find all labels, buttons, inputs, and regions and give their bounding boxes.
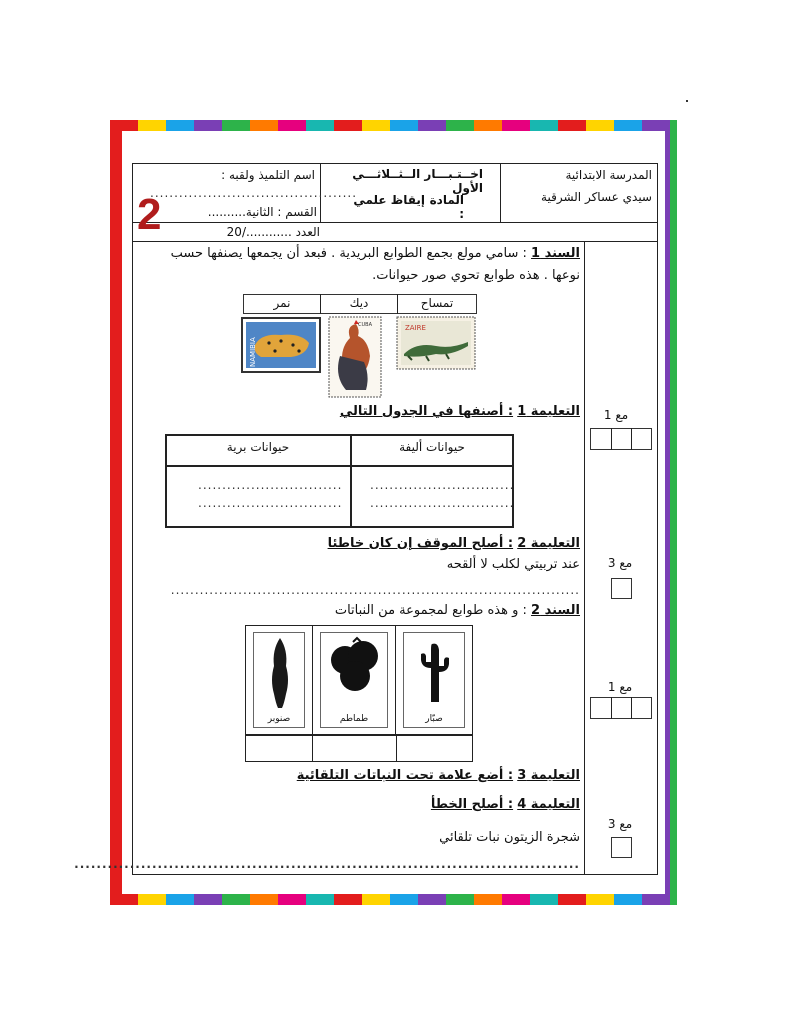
instruction4-text: : أصلح الخطأ — [430, 797, 514, 812]
grade-divider — [132, 241, 658, 242]
instruction1-text: : أصنفها في الجدول التالي — [339, 404, 514, 419]
header-col-line-2 — [500, 163, 501, 222]
section2-score-boxes — [590, 697, 652, 719]
instruction2-title: التعليمة 2 — [517, 536, 580, 551]
instruction3-text: : أضع علامة تحت النباتات التلقائية — [296, 768, 514, 783]
instruction4-statement: شجرة الزيتون نبات تلقائي — [439, 830, 580, 845]
table-header-domestic: حيوانات أليفة — [399, 440, 465, 454]
instruction4-title: التعليمة 4 — [517, 797, 580, 812]
plant-label-cactus: صبّار — [425, 714, 443, 724]
section2-line — [300, 603, 580, 618]
page-speck — [686, 100, 688, 102]
school-name: المدرسة الابتدائية — [565, 168, 652, 182]
instruction2-answer-line[interactable]: ..................................................................................... — [170, 583, 580, 597]
stamp-label-rooster: ديك — [349, 296, 369, 310]
grade-label: العدد ............/20 — [226, 225, 320, 239]
cactus-icon — [412, 638, 458, 708]
plant-answer-pine[interactable] — [247, 737, 311, 760]
domestic-answer-2[interactable]: .............................. — [370, 496, 515, 510]
instruction2-text: : أصلح الموقف إن كان خاطئا — [327, 536, 514, 551]
student-name-label: اسم التلميذ ولقبه : — [221, 168, 315, 182]
plant-stamp-pine — [245, 625, 313, 735]
exam-title: اخــتـبـــار الــثــلاثـــي الأول — [352, 167, 483, 195]
instruction4-line — [380, 797, 580, 812]
stamp-label-crocodile: تمساح — [420, 296, 454, 310]
svg-text:NAMIBIA: NAMIBIA — [249, 337, 257, 367]
plant-answer-cactus[interactable] — [397, 737, 471, 760]
section2-text: : و هذه طوابع لمجموعة من النباتات — [334, 603, 527, 618]
crocodile-stamp-icon — [396, 316, 476, 370]
subject-value: إيقاظ علمي — [353, 193, 425, 207]
instruction2-score-box — [611, 578, 632, 599]
plant-stamp-tomato — [312, 625, 396, 735]
wild-answer-2[interactable]: .............................. — [198, 496, 343, 510]
instruction4-score: مع 3 — [607, 817, 633, 831]
table-header-line — [165, 465, 514, 467]
domestic-answer-1[interactable]: .............................. — [370, 478, 515, 492]
section1-text-line1 — [140, 246, 580, 261]
plant-label-pine: صنوبر — [267, 714, 291, 724]
stamp-label-tiger: نمر — [273, 296, 291, 310]
student-name-field[interactable]: ........................................... — [150, 186, 358, 200]
rooster-stamp-icon — [328, 316, 382, 398]
section2-score: مع 1 — [607, 680, 633, 694]
instruction2-line — [300, 536, 580, 551]
instruction2-score: مع 3 — [607, 556, 633, 570]
class-label: القسم : الثانية.......... — [207, 205, 317, 219]
plant-answer-divider — [312, 735, 313, 762]
score-column-line — [584, 241, 585, 875]
header-divider — [132, 222, 658, 223]
tiger-stamp-icon — [241, 317, 321, 373]
svg-text:CUBA: CUBA — [358, 322, 373, 328]
score-box-divider — [611, 428, 612, 450]
instruction1-line — [300, 404, 580, 419]
instruction4-answer-line[interactable]: ........................................................................................... — [74, 857, 580, 871]
section1-text-line2: نوعها . هذه طوابع تحوي صور حيوانات. — [372, 268, 580, 283]
instruction1-score-boxes — [590, 428, 652, 450]
subject-label: المادة : — [429, 193, 464, 221]
instruction1-title: التعليمة 1 — [517, 404, 580, 419]
plant-label-tomato: طماطم — [339, 714, 369, 724]
score-box-divider — [631, 697, 632, 719]
instruction2-statement: عند تربيتي لكلب لا ألقحه — [446, 557, 580, 572]
instruction1-score: مع 1 — [603, 408, 629, 422]
plant-answer-tomato[interactable] — [314, 737, 395, 760]
instruction3-line — [296, 768, 580, 783]
score-box-divider — [631, 428, 632, 450]
section2-title: السند 2 — [531, 603, 580, 618]
section1-text: : سامي مولع بجمع الطوابع البريدية . فبعد أن يجمعها يصنفها حسب — [170, 246, 527, 261]
section1-title: السند 1 — [531, 246, 580, 261]
exam-number: 2 — [137, 190, 162, 239]
plant-stamp-cactus — [395, 625, 473, 735]
school-location: سيدي عساكر الشرقية — [541, 190, 652, 204]
pine-tree-icon — [264, 636, 296, 712]
svg-text:ZAIRE: ZAIRE — [405, 324, 426, 332]
wild-answer-1[interactable]: .............................. — [198, 478, 343, 492]
instruction4-score-box — [611, 837, 632, 858]
tomato-icon — [323, 636, 387, 696]
score-box-divider — [611, 697, 612, 719]
instruction3-title: التعليمة 3 — [517, 768, 580, 783]
table-header-wild: حيوانات برية — [226, 440, 290, 454]
